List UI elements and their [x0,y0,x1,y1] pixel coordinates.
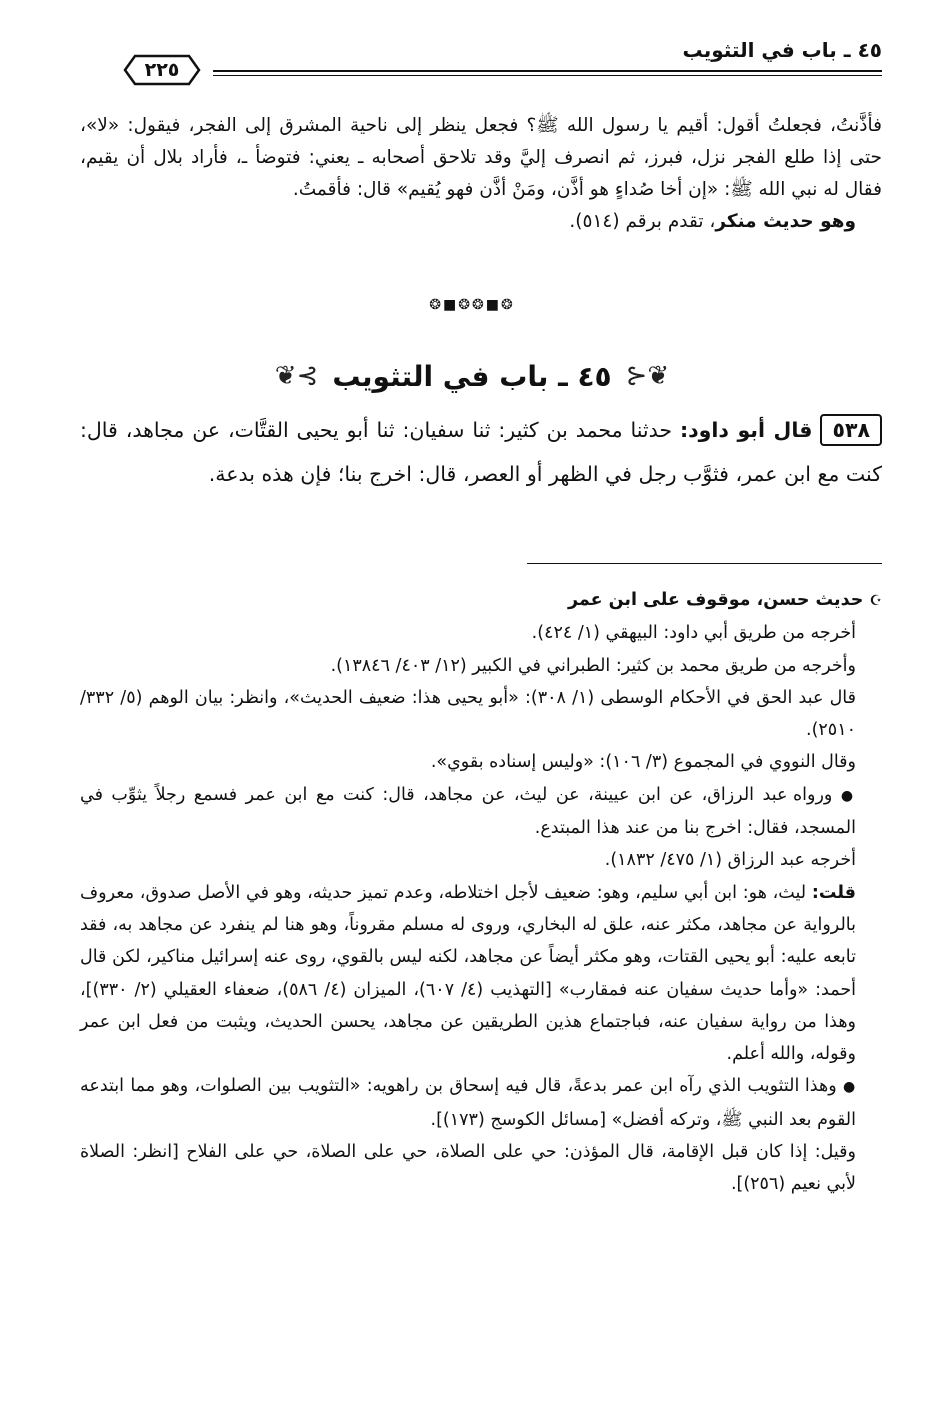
flourish-right-icon: ❦⊰ [625,361,670,391]
chapter-title: ٤٥ ـ باب في التثويب [332,359,612,393]
grade-rest: ، تقدم برقم (٥١٤). [569,211,716,232]
hadith-block [80,408,882,496]
grade-line [80,206,882,238]
note-line: قلت: ليث، هو: ابن أبي سليم، وهو: ضعيف لأجل اختلاطه، وعدم تميز حديثه، وهو في الأصل صدوق، معروف بالرواية عن مجاهد، مكثر عنه، علق له البخاري، وروى له مسلم مقروناً، وهو هنا لم ينفرد عن مجاهد به، فقد تابعه عليه: أبو يحيى القتات، وهو مكثر أيضاً عن مجاهد، لكنه ليس بالقوي، روى عنه إسرائيل مناكير، لكن قال أحمد: «وأما حديث سفيان عنه فمقارب» [التهذيب (٤/ ٦٠٧)، الميزان (٤/ ٥٨٦)، ضعفاء العقيلي (٢/ ٣٣٠)]، وهذا من رواية سفيان عنه، فباجتماع هذين الطريقين عن مجاهد، يحسن الحديث، ويثبت من فعل ابن عمر وقوله، والله أعلم. [80,882,857,1065]
grade-mark-icon: ☪ [869,593,882,609]
note-line: قال عبد الحق في الأحكام الوسطى (١/ ٣٠٨): «أبو يحيى هذا: ضعيف الحديث»، وانظر: بيان الوهم (٥/ ٣٣٢/ ٢٥١٠). [80,687,856,741]
note-line: وأخرجه من طريق محمد بن كثير: الطبراني في الكبير (١٢/ ٤٠٣/ ١٣٨٤٦). [330,655,856,676]
hadith-number: ٥٣٨ [820,414,882,446]
hadith-body: حدثنا محمد بن كثير: ثنا سفيان: ثنا أبو يحيى القتَّات، عن مجاهد، قال: كنت مع ابن عمر، فثوَّب رجل في الظهر أو العصر، قال: اخرج بنا؛ فإن هذه بدعة. [80,418,882,486]
continued-paragraph: فأذَّنتُ، فجعلتُ أقول: أقيم يا رسول الله ﷺ؟ فجعل ينظر إلى ناحية المشرق إلى الفجر، فيقول: «لا»، حتى إذا طلع الفجر نزل، فبرز، ثم انصرف إليَّ وقد تلاحق أصحابه ـ يعني: فتوضأ ـ، فأراد بلال أن يقيم، فقال له نبي الله ﷺ: «إن أخا صُداءٍ هو أذَّن، ومَنْ أذَّن فهو يُقيم» قال: فأقمتُ. [80,115,882,200]
footnote-divider [527,563,882,564]
running-title: ٤٥ ـ باب في التثويب [682,38,882,62]
grade-heading-text: حديث حسن، موقوف على ابن عمر [567,590,864,610]
bullet-icon: ● [843,1079,856,1096]
hadith-text [80,408,882,496]
section-ornament: ❂■❂❂■❂ [429,297,515,313]
flourish-left-icon: ⊱❦ [274,361,319,391]
commentary [80,584,882,1201]
note-line: وقيل: إذا كان قبل الإقامة، قال المؤذن: حي على الصلاة، حي على الصلاة، حي على الفلاح [انظر: الصلاة لأبي نعيم (٢٥٦)]. [80,1142,856,1195]
grade-heading [80,584,882,617]
note-line: أخرجه من طريق أبي داود: البيهقي (١/ ٤٢٤). [531,623,856,644]
hadith-lead: قال أبو داود: [679,418,813,442]
note-line: أخرجه عبد الرزاق (١/ ٤٧٥/ ١٨٣٢). [604,850,856,871]
continued-text [80,110,882,238]
grade-bold: وهو حديث منكر [715,211,856,232]
note-line: ● وهذا التثويب الذي رآه ابن عمر بدعةً، قال فيه إسحاق بن راهويه: «التثويب بين الصلوات، وهو مما ابتدعه القوم بعد النبي ﷺ، وتركه أفضل» [مسائل الكوسج (١٧٣)]. [80,1076,856,1130]
page-number-badge [115,52,209,88]
bullet-icon: ● [840,787,856,804]
page-header [95,38,882,81]
qult-label: قلت: [811,882,856,903]
header-rule [213,70,882,72]
chapter-heading [0,348,944,404]
note-line: ● ورواه عبد الرزاق، عن ابن عيينة، عن ليث، عن مجاهد، قال: كنت مع ابن عمر فسمع رجلاً يثوِّب في المسجد، فقال: اخرج بنا من عند هذا المبتدع. [80,784,856,839]
note-line: وقال النووي في المجموع (٣/ ١٠٦): «وليس إسناده بقوي». [430,752,856,773]
page-number: ٢٢٥ [144,59,180,81]
header-rule-thin [213,75,882,76]
